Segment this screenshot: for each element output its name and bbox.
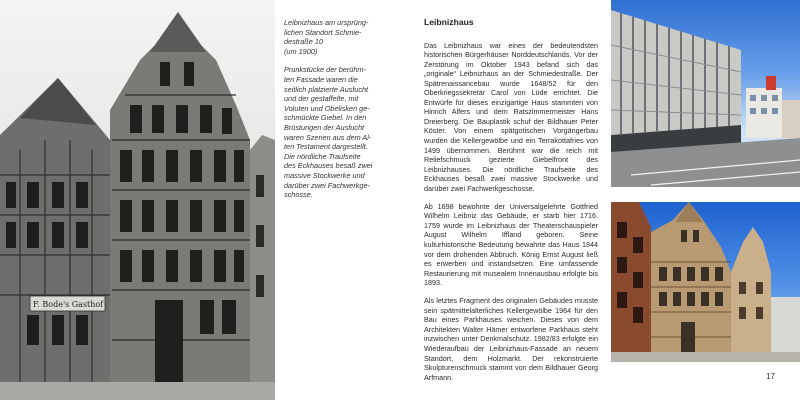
modern-photo-drawing — [611, 0, 800, 187]
holzmarkt-photo-drawing — [611, 202, 800, 362]
caption-title: Leibnizhaus am ursprüng- lichen Standort Schmie- destraße 10 (um 1900) — [284, 18, 369, 56]
historic-leibnizhaus-photo — [0, 0, 275, 400]
modern-parkhaus-photo — [611, 0, 800, 187]
gasthof-sign-text: F. Bode's Gasthof — [33, 300, 104, 309]
article-paragraph: Ab 1698 bewohnte der Universalgelehrte Gottfried Wilhelm Leibniz das Gebäude, er starb hier 1716. 1759 wurde im Leibnizhaus der Theaterschauspieler August Wilhelm Iffland geboren. Seine kulturhistorische Bedeutung bewahrte das Haus 1844 vor dem drohenden Abbruch. König Ernst August ließ es erwerben und instandsetzen. Eine umfassende Restaurierung mit musealem Innenausbau erfolgte bis 1893. — [424, 201, 598, 288]
page-number: 17 — [766, 372, 775, 381]
article-paragraph: Als letztes Fragment des originalen Gebäudes musste sein spätmittelalterliches Kellergewölbe 1964 für den Bau eines Parkhauses weichen. Dieses von dem Architekten Walter Hämer entworfene Parkhaus steht inzwischen unter Denkmalschutz. 1982/83 erfolgte ein Wiederaufbau der Leibnizhaus-Fassade an neuem Standort, dem Holzmarkt. Der rekonstruierte Skulpturenschmuck stammt von dem Bildhauer Georg Arfmann. — [424, 296, 598, 382]
article-title: Leibnizhaus — [424, 17, 474, 27]
leibnizhaus-holzmarkt-photo — [611, 202, 800, 362]
article — [424, 18, 598, 391]
caption-description: Prunkstücke der berühm- ten Fassade waren die seitlich platzierte Ausfucht und der gestaffelte, mit Voluten und Obelisken ge- schmückte Giebel. In den Brüstungen der Ausfucht waren Szenen aus dem Al- ten Testament dargestellt. Die nördliche Traufseite des Eckhauses besaß zwei massive Stockwerke und darüber zwei Fachwerkge- schosse. — [284, 65, 373, 200]
photo-caption — [284, 18, 396, 209]
historic-photo-drawing — [0, 0, 275, 400]
article-paragraph: Das Leibnizhaus war eines der bedeutendsten historischen Bürgerhäuser Norddeutschlands. Vor der Zerstörung im Oktober 1943 befand sich das „originale“ Leibnizhaus an der Schmiedestraße. Der Spätrenaissancebau wurde 1648/52 für den Oberkriegssekretär Carol von Lüde errichtet. Die Entwürfe für dieses einzigartige Haus stammten von Hinrich Alfers und dem Ratszimmermeister Hans Dreierberg. Die Bauplastik schuf der Bildhauer Peter Köster. Von einem spätgotischen Vorgängerbau wurden die Kellergewölbe und ein Terrakottafries von 1499 übernommen. Berühmt war die reich mit Reliefschmuck gezierte Giebelfront des Leibnizhauses. Die nördliche Traufseite des Eckhauses besaß zwei massive Stockwerke und darüber zwei Fachwerkgeschosse. — [424, 40, 598, 193]
